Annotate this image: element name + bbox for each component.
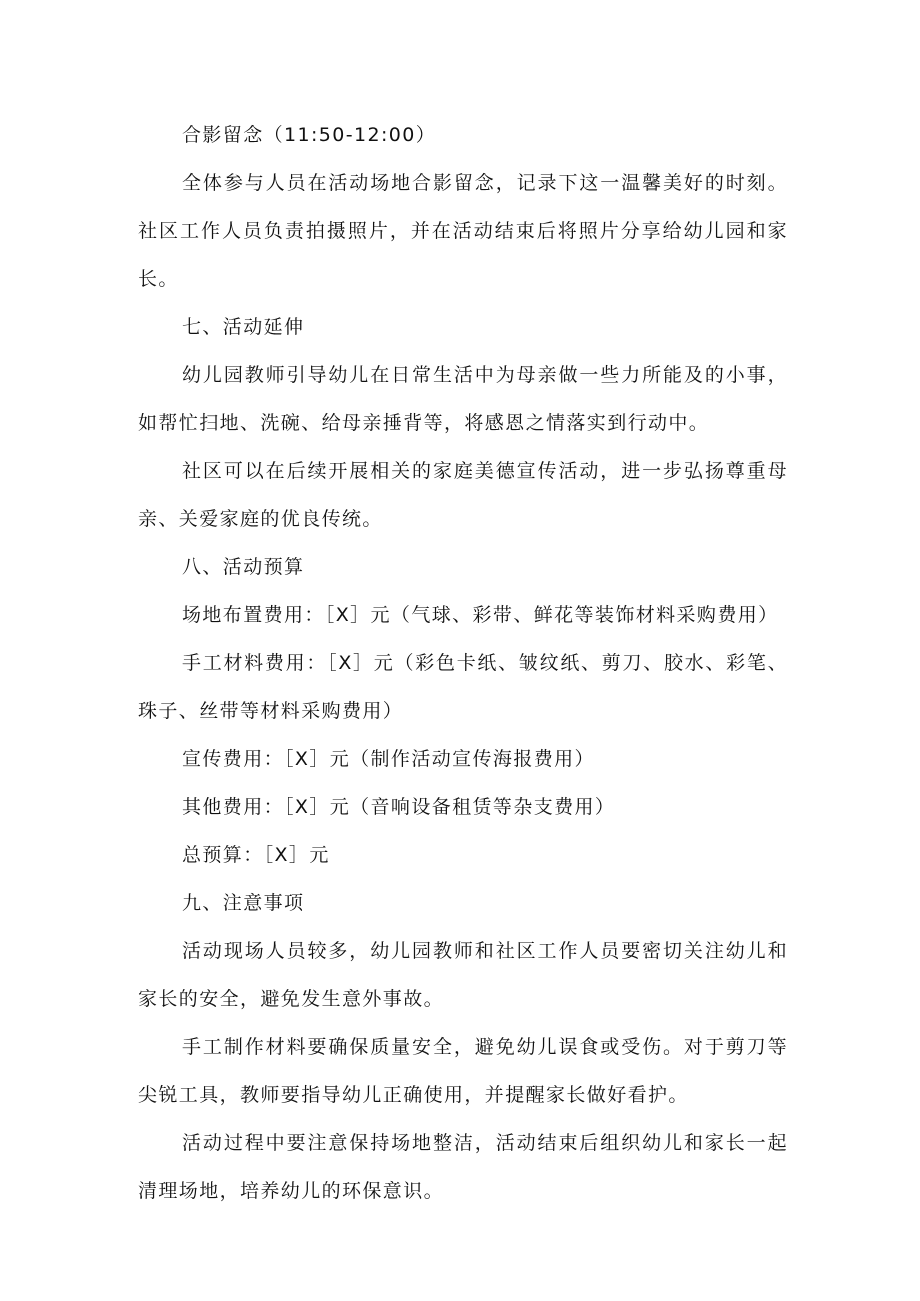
- budget-other-item: 其他费用：［X］元（音响设备租赁等杂支费用）: [182, 796, 616, 818]
- budget-total-item: 总预算：［X］元: [182, 844, 330, 866]
- photo-session-text: 全体参与人员在活动场地合影留念，记录下这一温馨美好的时刻。社区工作人员负责拍摄照片，并在活动结束后将照片分享给幼儿园和家长。: [138, 172, 788, 290]
- notice-paragraph-1: 活动现场人员较多，幼儿园教师和社区工作人员要密切关注幼儿和家长的安全，避免发生意外事故。: [138, 940, 788, 1010]
- extension-paragraph-1: 幼儿园教师引导幼儿在日常生活中为母亲做一些力所能及的小事，如帮忙扫地、洗碗、给母亲捶背等，将感恩之情落实到行动中。: [138, 364, 788, 434]
- photo-session-heading: 合影留念（11:50-12:00）: [182, 124, 437, 146]
- budget-craft-item: 手工材料费用：［X］元（彩色卡纸、皱纹纸、剪刀、胶水、彩笔、珠子、丝带等材料采购费用）: [138, 652, 788, 722]
- notice-paragraph-2: 手工制作材料要确保质量安全，避免幼儿误食或受伤。对于剪刀等尖锐工具，教师要指导幼儿正确使用，并提醒家长做好看护。: [138, 1036, 788, 1106]
- extension-paragraph-2: 社区可以在后续开展相关的家庭美德宣传活动，进一步弘扬尊重母亲、关爱家庭的优良传统。: [138, 460, 788, 530]
- document-body: [138, 111, 788, 1215]
- notice-paragraph-3: 活动过程中要注意保持场地整洁，活动结束后组织幼儿和家长一起清理场地，培养幼儿的环保意识。: [138, 1132, 788, 1202]
- section-9-heading: 九、注意事项: [182, 892, 305, 914]
- section-8-heading: 八、活动预算: [182, 556, 305, 578]
- section-7-heading: 七、活动延伸: [182, 316, 305, 338]
- budget-promotion-item: 宣传费用：［X］元（制作活动宣传海报费用）: [182, 748, 595, 770]
- budget-venue-item: 场地布置费用：［X］元（气球、彩带、鲜花等装饰材料采购费用）: [182, 604, 779, 626]
